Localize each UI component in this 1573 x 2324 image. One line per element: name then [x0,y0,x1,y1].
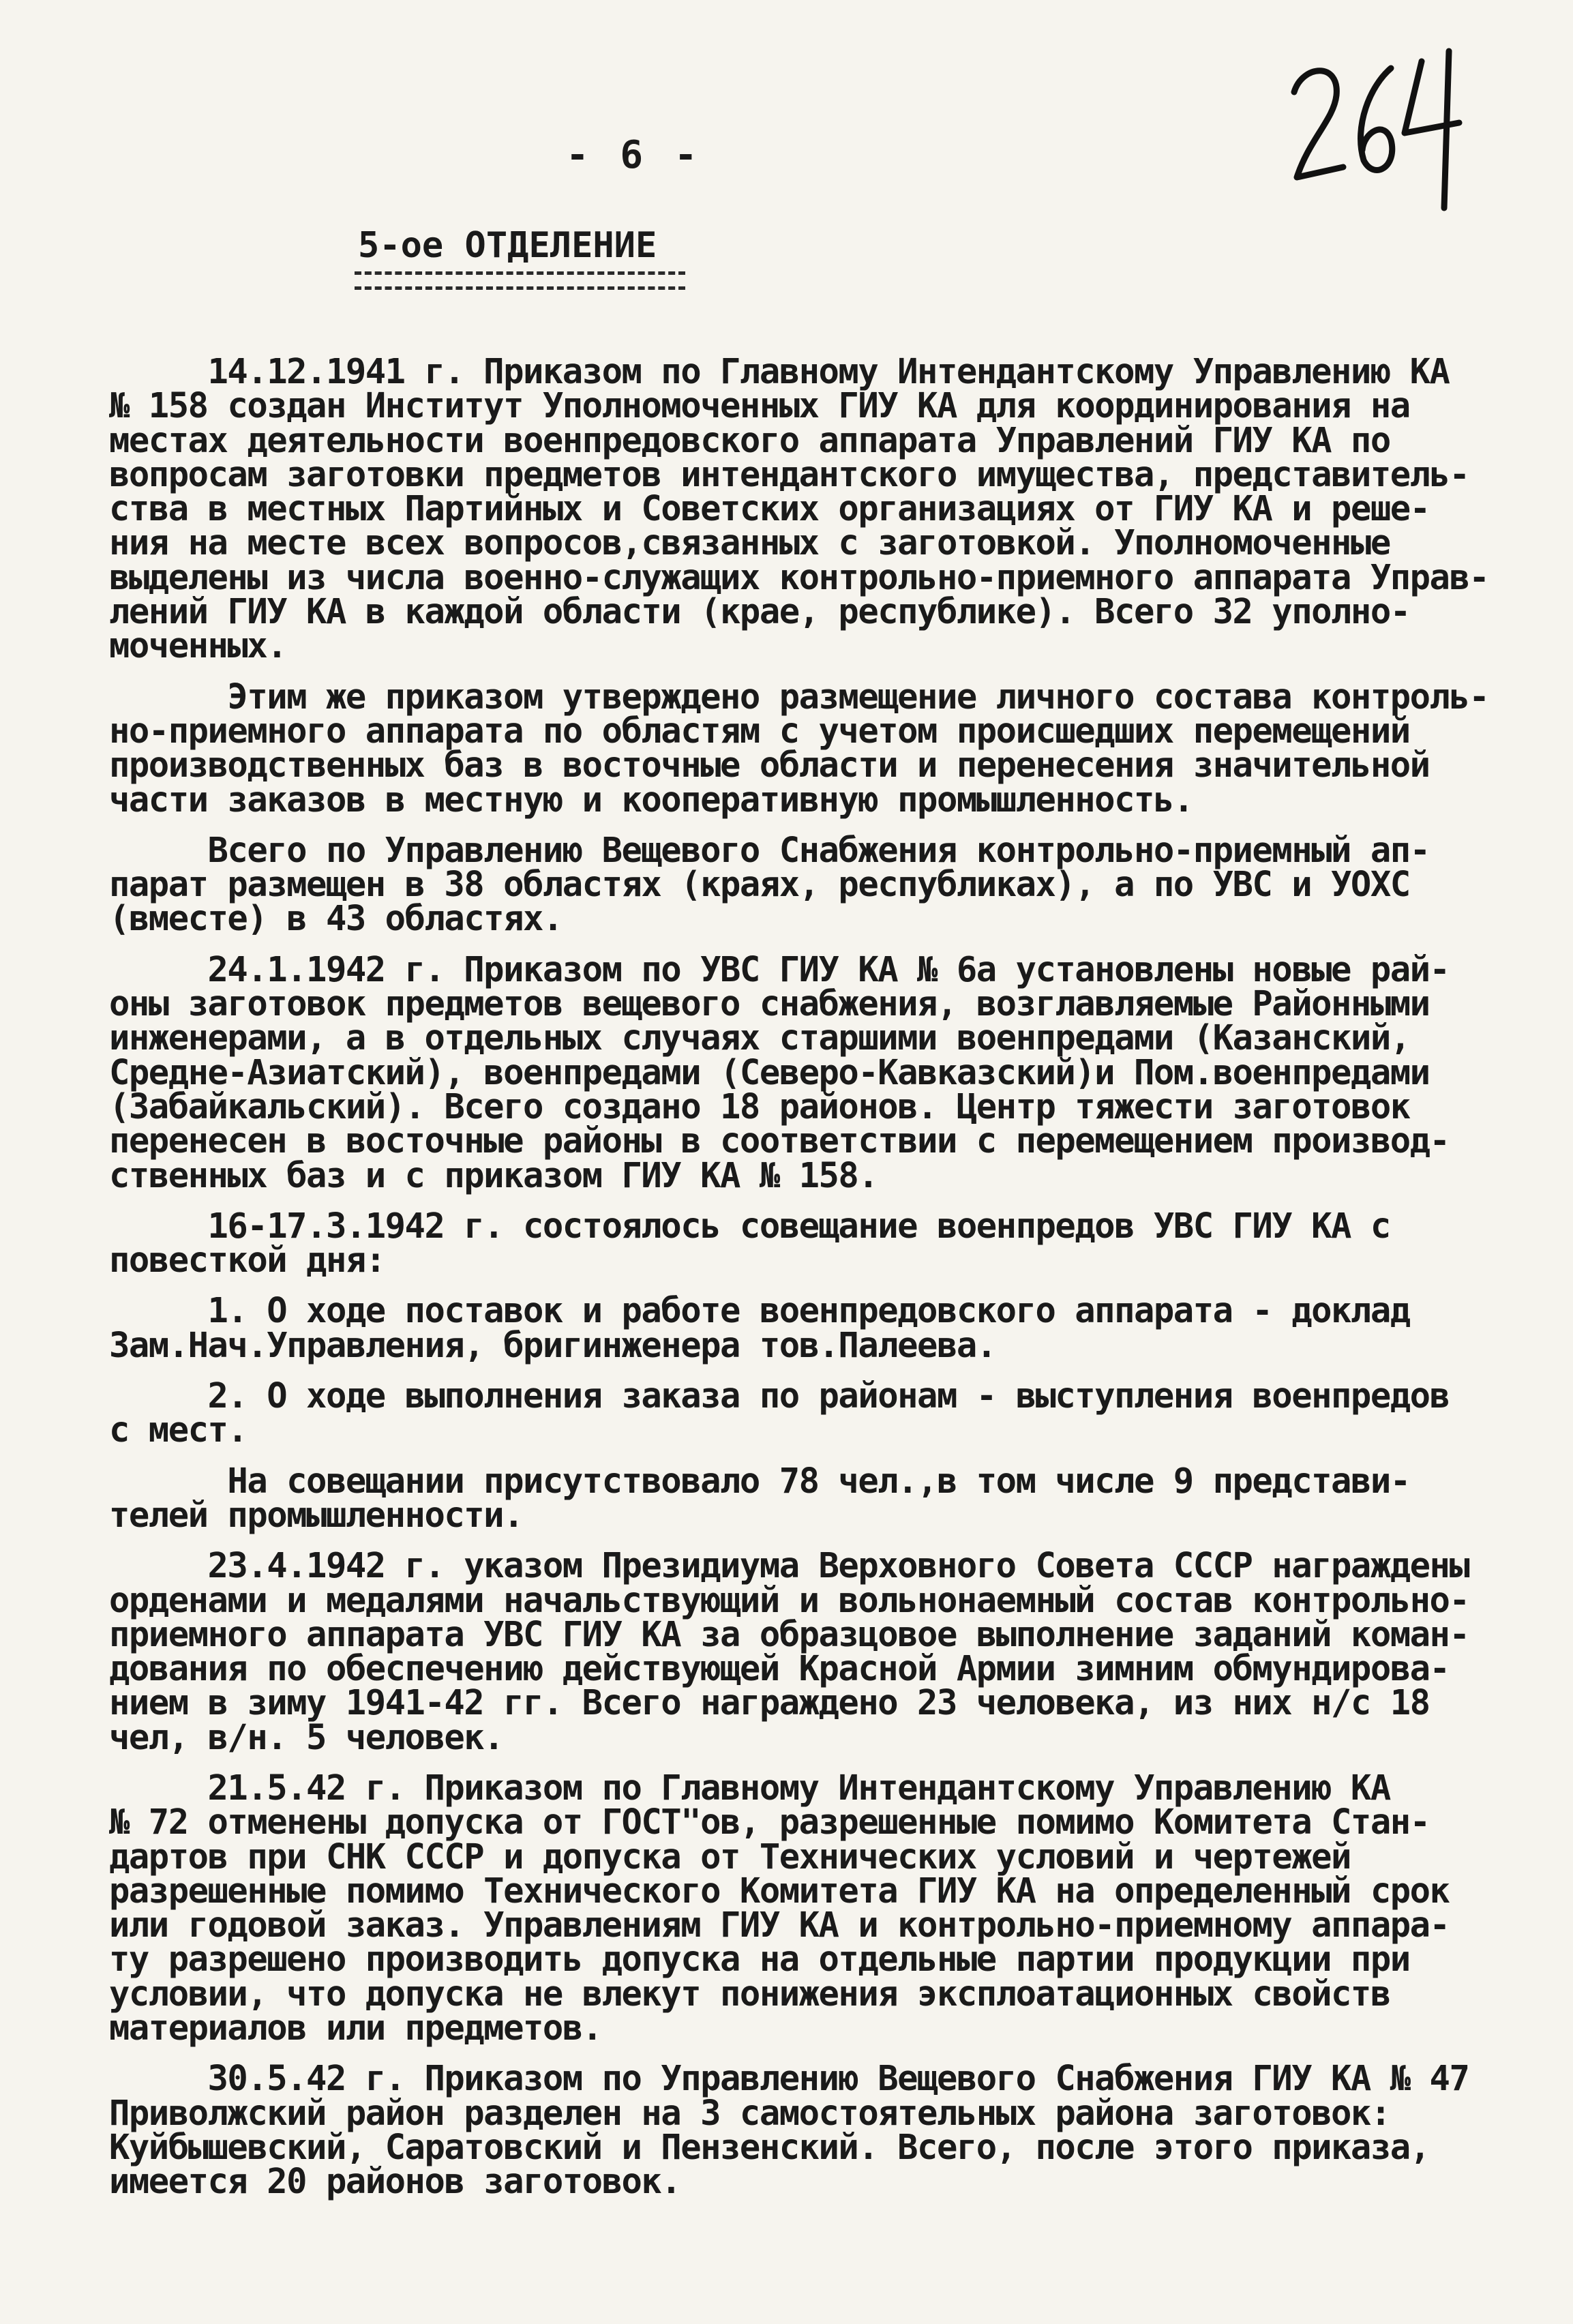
paragraph [109,1460,1548,1535]
text-line: повесткой дня: [109,1240,385,1281]
text-line: № 72 отменены допуска от ГОСТ"ов, разрешенные помимо Комитета Стан- [109,1802,1430,1843]
text-line: местах деятельности военпредовского аппарата Управлений ГИУ КА по [109,419,1390,460]
paragraph [109,2058,1548,2202]
title-underline-second [355,286,685,290]
text-line: № 158 создан Институт Уполномоченных ГИУ КА для координирования на [109,385,1410,426]
paragraph [109,1205,1548,1281]
text-line: 24.1.1942 г. Приказом по УВС ГИУ КА № 6а установлены новые рай- [109,949,1450,989]
text-line: 2. О ходе выполнения заказа по районам - выступления военпредов [109,1375,1450,1416]
text-line: разрешенные помимо Технического Комитета ГИУ КА на определенный срок [109,1870,1450,1911]
text-line: 14.12.1941 г. Приказом по Главному Интендантскому Управлению КА [109,351,1450,391]
text-line: или годовой заказ. Управлениям ГИУ КА и контрольно-приемному аппара- [109,1905,1450,1946]
paragraph [109,949,1548,1195]
text-line: моченных. [109,625,287,666]
text-line: Средне-Азиатский), военпредами (Северо-Кавказский)и Пом.военпредами [109,1052,1430,1092]
text-line: 23.4.1942 г. указом Президиума Верховного Совета СССР награждены [109,1545,1469,1586]
text-line: 30.5.42 г. Приказом по Управлению Вещевого Снабжения ГИУ КА № 47 [109,2058,1469,2099]
text-line: дартов при СНК СССР и допуска от Технических условий и чертежей [109,1836,1351,1877]
section-title: 5-ое ОТДЕЛЕНИЕ [358,225,657,266]
archive-number-handwritten [1289,38,1466,215]
paragraph [109,1545,1548,1757]
text-line: Приволжский район разделен на 3 самостоятельных района заготовок: [109,2092,1390,2133]
text-line: 16-17.3.1942 г. состоялось совещание военпредов УВС ГИУ КА с [109,1205,1390,1246]
text-line: инженерами, а в отдельных случаях старшими военпредами (Казанский, [109,1017,1410,1058]
paragraph [109,1290,1548,1365]
text-line: Куйбышевский, Саратовский и Пензенский. Всего, после этого приказа, [109,2126,1430,2167]
text-line: парат размещен в 38 областях (краях, республиках), а по УВС и УОХС [109,864,1410,905]
paragraph [109,1767,1548,2049]
text-line: части заказов в местную и кооперативную промышленность. [109,779,1193,820]
text-line: (Забайкальский). Всего создано 18 районов. Центр тяжести заготовок [109,1086,1410,1127]
paragraph [109,351,1548,666]
text-line: 1. О ходе поставок и работе военпредовского аппарата - доклад [109,1290,1410,1331]
text-line: (вместе) в 43 областях. [109,898,563,939]
paragraph [109,1375,1548,1450]
page-number: - 6 - [566,133,702,177]
text-line: с мест. [109,1410,248,1450]
title-underline [355,271,685,275]
text-line: Зам.Нач.Управления, бригинженера тов.Палеева. [109,1324,996,1365]
paragraph [109,676,1548,820]
text-line: телей промышленности. [109,1494,523,1535]
text-line: чел, в/н. 5 человек. [109,1716,504,1757]
text-line: производственных баз в восточные области и перенесения значительной [109,745,1430,786]
text-line: имеется 20 районов заготовок. [109,2161,681,2202]
text-line: материалов или предметов. [109,2008,602,2049]
text-line: приемного аппарата УВС ГИУ КА за образцовое выполнение заданий коман- [109,1613,1469,1654]
text-line: ственных баз и с приказом ГИУ КА № 158. [109,1154,878,1195]
document-body [109,351,1548,2216]
text-line: оны заготовок предметов вещевого снабжения, возглавляемые Районными [109,983,1430,1024]
text-line: выделены из числа военно-служащих контрольно-приемного аппарата Управ- [109,556,1489,597]
text-line: ния на месте всех вопросов,связанных с заготовкой. Уполномоченные [109,522,1390,563]
text-line: На совещании присутствовало 78 чел.,в том числе 9 представи- [109,1460,1410,1501]
text-line: условии, что допуска не влекут понижения эксплоатационных свойств [109,1973,1390,2014]
text-line: но-приемного аппарата по областям с учетом происшедших перемещений [109,710,1410,751]
text-line: вопросам заготовки предметов интендантского имущества, представитель- [109,453,1469,494]
text-line: ства в местных Партийных и Советских организациях от ГИУ КА и реше- [109,488,1430,529]
text-line: нием в зиму 1941-42 гг. Всего награждено 23 человека, из них н/с 18 [109,1682,1430,1723]
text-line: ту разрешено производить допуска на отдельные партии продукции при [109,1939,1410,1980]
text-line: Этим же приказом утверждено размещение личного состава контроль- [109,676,1489,717]
text-line: Всего по Управлению Вещевого Снабжения контрольно-приемный ап- [109,829,1430,870]
text-line: 21.5.42 г. Приказом по Главному Интендантскому Управлению КА [109,1767,1390,1808]
text-line: лений ГИУ КА в каждой области (крае, республике). Всего 32 уполно- [109,591,1410,632]
text-line: орденами и медалями начальствующий и вольнонаемный состав контрольно- [109,1579,1469,1620]
text-line: дования по обеспечению действующей Красной Армии зимним обмундирова- [109,1648,1450,1689]
text-line: перенесен в восточные районы в соответствии с перемещением производ- [109,1120,1450,1161]
paragraph [109,829,1548,939]
